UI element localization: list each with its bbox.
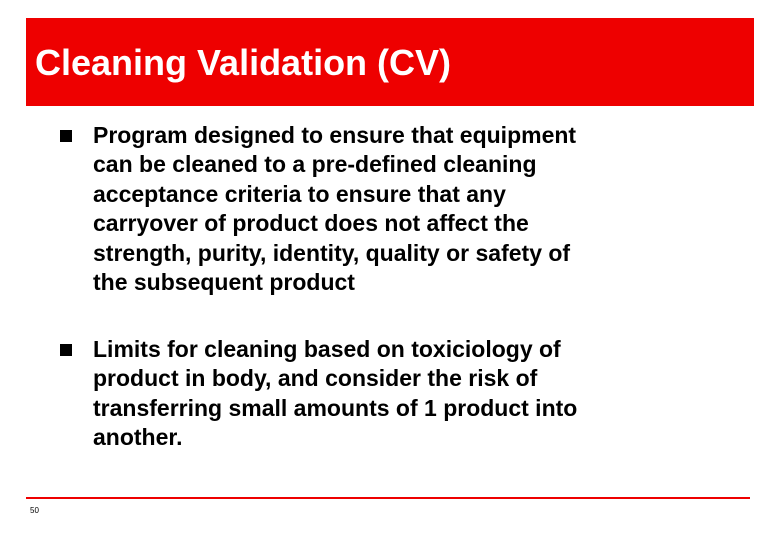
bullet-text: Limits for cleaning based on toxiciology of product in body, and consider the risk of transferring small amounts of 1 product into another. xyxy=(93,336,578,451)
square-bullet-icon xyxy=(60,344,72,356)
square-bullet-icon xyxy=(60,130,72,142)
slide-title: Cleaning Validation (CV) xyxy=(35,42,452,83)
bullet-text: Program designed to ensure that equipment can be cleaned to a pre-defined cleaning acceptance criteria to ensure that any carryover of product does not affect the strength, purity, identity, quality or safety of the subsequent product xyxy=(93,122,577,296)
footer-divider xyxy=(26,497,750,499)
page-number: 50 xyxy=(30,506,39,515)
